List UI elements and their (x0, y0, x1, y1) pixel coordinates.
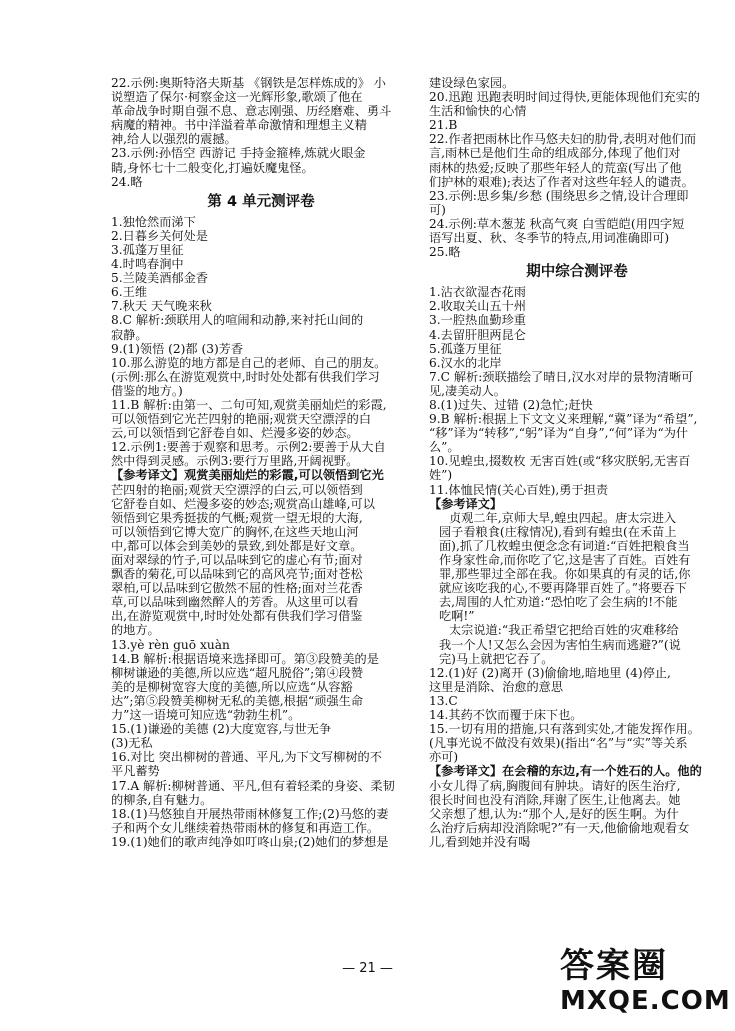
text-line: 的柳条,自有魅力。 (111, 792, 213, 807)
text-line: 出,在游览观赏中,时时处处都有供我们学习借鉴 (111, 609, 363, 624)
text-line: 14.B 解析:根据语境来选择即可。第③段赞美的是 (111, 651, 379, 666)
text-line: 9.(1)领悟 (2)都 (3)芳香 (111, 341, 244, 356)
right-column (429, 76, 725, 849)
text-line: 13.C (429, 693, 458, 708)
text-line: 18.(1)马悠独自开展热带雨林修复工作;(2)马悠的妻 (111, 806, 389, 821)
text-line: 12.示例1:要善于观察和思考。示例2:要善于从大自 (111, 440, 386, 455)
text-line: 13.yè rèn guō xuàn (111, 637, 230, 652)
text-line: 生活和愉快的心情 (429, 104, 527, 119)
page-number: — 21 — (342, 961, 393, 976)
text-line: 10.见蝗虫,掇数枚 无害百姓(或“移灾朕躬,无害百 (429, 454, 691, 469)
text-line: 云,可以领悟到它舒卷自如、烂漫多姿的妙态。 (111, 426, 359, 441)
text-line: 达”;第⑤段赞美柳树无私的美德,根据“顽强生命 (111, 693, 364, 708)
text-line: 平凡蓄势 (111, 764, 160, 779)
left-column (111, 76, 411, 849)
text-line: 这里是消除、治愈的意思 (429, 679, 564, 694)
text-line: 3.孤蓬万里征 (111, 242, 184, 257)
text-line: 父亲想了想,认为:“那个人,是好的医生啊。为什 (429, 806, 679, 821)
text-line: 姓”) (429, 468, 453, 483)
text-line: 可以领悟到它光芒四射的艳丽;观赏天空漂浮的白 (111, 412, 372, 427)
text-line: 借鉴的地方。) (111, 383, 183, 398)
text-line: 2.日暮乡关何处是 (111, 228, 208, 243)
text-line: 【参考译文】观赏美丽灿烂的彩霞,可以领悟到它光 (111, 468, 384, 483)
text-line: 力”这一语境可知应选“勃勃生机”。 (111, 708, 301, 723)
text-line: 我一个人!又怎么会因为害怕生病而逃避?”(说 (439, 637, 681, 652)
text-line: 25.略 (429, 245, 461, 260)
text-line: 9.B 解析:根据上下文文义来理解,“冀”译为“希望”, (429, 412, 698, 427)
text-line: 11.B 解析:由第一、二句可知,观赏美丽灿烂的彩霞, (111, 397, 387, 412)
text-line: 亦可) (429, 750, 459, 765)
text-line: 可) (429, 202, 446, 217)
text-line: 见,凄美动人。 (429, 383, 506, 398)
text-line: 【参考译文】 (429, 496, 503, 511)
text-line: 作身家性命,而你吃了它,这是害了百姓。百姓有 (439, 553, 691, 567)
text-line: 6.王维 (111, 285, 148, 300)
text-line: 14.其药不饮而覆于床下也。 (429, 708, 583, 723)
text-line: 芒四射的艳丽;观赏天空漂浮的白云,可以领悟到 (111, 482, 363, 497)
text-line: 12.(1)好 (2)离开 (3)偷偷地,暗地里 (4)停止, (429, 665, 671, 680)
text-line: 飘香的菊花,可以品味到它的高风亮节;面对苍松 (111, 567, 363, 582)
text-line: 5.孤蓬万里征 (429, 341, 502, 356)
text-line: (示例:那么在游览观赏中,时时处处都有供我们学习 (111, 369, 380, 384)
text-line: 翠柏,可以品味到它傲然不屈的性格;面对兰花香 (111, 581, 363, 596)
text-line: 领悟到它果秀挺拔的气概;观赏一望无垠的大海, (111, 510, 363, 525)
text-line: (3)无私 (111, 736, 153, 751)
text-line: 们护林的艰难);表达了作者对这些年轻人的谴责。 (429, 174, 694, 189)
text-line: 6.汉水的北岸 (429, 355, 502, 370)
text-line: 15.(1)谦逊的美德 (2)大度宽容,与世无争 (111, 722, 332, 737)
text-line: 22.作者把雨林比作马悠夫妇的肋骨,表明对他们而 (429, 132, 697, 147)
watermark-text: 答案圈 (560, 946, 668, 986)
text-line: 睛,身怀七十二般变化,打遍妖魔鬼怪。 (111, 160, 314, 175)
text-line: 语写出夏、秋、冬季节的特点,用词准确即可) (429, 231, 670, 246)
text-line: 草,可以品味到幽然醉人的芳香。从这里可以看 (111, 595, 359, 610)
text-line: 很长时间也没有消除,拜谢了医生,让他离去。她 (429, 792, 681, 807)
text-line: 建设绿色家园。 (429, 76, 515, 90)
text-line: 的地方。 (111, 623, 160, 638)
text-line: 美的是柳树宽容大度的美德,所以应选“从容豁 (111, 679, 353, 694)
text-line: 吃啊!” (439, 609, 475, 624)
text-line: 雨林的热爱;反映了那些年轻人的荒蛮(写出了他 (429, 160, 682, 175)
text-line: 1.独怆然而涕下 (111, 214, 196, 229)
text-line: “移”译为“转移”,“躬”译为“自身”,“何”译为“为什 (429, 426, 689, 441)
text-line: 23.示例:思乡集/乡愁 (围绕思乡之情,设计合理即 (429, 188, 689, 203)
text-line: 2.收取关山五十州 (429, 299, 526, 314)
text-line: 8.C 解析:颈联用人的喧闹和动静,来衬托山间的 (111, 313, 364, 328)
text-line: 19.(1)她们的歌声纯净如叮咚山泉;(2)她们的梦想是 (111, 834, 389, 849)
text-line: 说塑造了保尔·柯察金这一光辉形象,歌颂了他在 (111, 90, 363, 105)
text-line: 中,都可以体会到美妙的景致,到处都是好文章。 (111, 538, 363, 553)
text-line: 22.示例:奥斯特洛夫斯基 《钢铁是怎样炼成的》 小 (111, 76, 386, 90)
text-line: 面),抓了几枚蝗虫便念念有词道:“百姓把粮食当 (439, 538, 690, 553)
text-line: 【参考译文】在会稽的东边,有一个姓石的人。他的 (429, 764, 702, 779)
text-line: 3.一腔热血勤珍重 (429, 313, 526, 328)
text-line: 10.那么游览的地方都是自己的老师、自己的朋友。 (111, 355, 387, 370)
text-line: 它舒卷自如、烂漫多姿的妙态;观赏高山雄峰,可以 (111, 496, 375, 511)
text-line: 去,周围的人忙劝道:“恐怕吃了会生病的!不能 (439, 595, 678, 610)
text-line: 小女儿得了病,胸腹间有肿块。请好的医生治疗, (429, 778, 681, 793)
text-line: 子和两个女儿继续着热带雨林的修复和再造工作。 (111, 820, 380, 835)
text-line: 可以领悟到它博大宽广的胸怀,在这些天地山河 (111, 524, 359, 539)
text-line: 神,给人以强烈的震撼。 (111, 132, 237, 147)
section-heading: 期中综合测评卷 (526, 264, 628, 281)
text-line: 贞观二年,京师大旱,蝗虫四起。唐太宗进入 (449, 510, 677, 525)
text-line: 1.沾衣欲湿杏花雨 (429, 285, 526, 300)
text-line: 太宗说道:“我正希望它把给百姓的灾难移给 (449, 623, 679, 638)
section-heading: 第 4 单元测评卷 (207, 193, 315, 210)
text-line: 7.秋天 天气晚来秋 (111, 299, 212, 314)
text-line: 革命战争时期自强不息、意志刚强、历经磨难、勇斗 (111, 104, 392, 119)
text-line: 然中得到灵感。示例3:要行万里路,开阔视野。 (111, 454, 359, 469)
text-line: 么”。 (429, 440, 460, 455)
watermark-url: MXQE.COM (560, 986, 731, 1016)
text-line: 7.C 解析:颈联描绘了晴日,汉水对岸的景物清晰可 (429, 369, 694, 384)
text-line: 病魔的精神。书中洋溢着革命激情和理想主义精 (111, 118, 367, 133)
text-line: 4.去留肝胆两昆仑 (429, 327, 526, 342)
text-line: 20.迅跑 迅跑表明时间过得快,更能体现他们充实的 (429, 90, 700, 105)
text-line: 16.对比 突出柳树的普通、平凡,为下文写柳树的不 (111, 750, 382, 765)
text-line: 面对翠绿的竹子,可以品味到它的虚心有节;面对 (111, 553, 363, 567)
text-line: 23.示例:孙悟空 西游记 手持金箍棒,炼就火眼金 (111, 146, 366, 161)
text-line: 完)马上就把它吞了。 (439, 651, 554, 666)
text-line: 21.B (429, 118, 458, 133)
text-line: 就应该吃我的心,不要再降罪百姓了。”将要吞下 (439, 581, 687, 596)
text-line: 8.(1)过失、过错 (2)急忙;赶快 (429, 397, 593, 412)
text-line: 15.一切有用的措施,只有落到实处,才能发挥作用。 (429, 722, 700, 737)
watermark-logo (560, 946, 731, 1024)
text-line: 罪,那些罪过全部在我。你如果真的有灵的话,你 (439, 567, 691, 582)
text-line: 4.时鸣春涧中 (111, 257, 184, 272)
text-line: 儿,看到她并没有喝 (429, 834, 531, 849)
text-line: 园子看粮食(庄稼情况),看到有蝗虫(在禾苗上 (439, 524, 677, 539)
text-line: 24.略 (111, 174, 143, 189)
text-line: (凡事光说不做没有效果)(指出“名”与“实”等关系 (429, 736, 688, 751)
text-line: 11.体恤民情(关心百姓),勇于担责 (429, 482, 609, 497)
text-line: 5.兰陵美酒郁金香 (111, 271, 208, 286)
text-line: 么治疗后病却没消除呢?”有一天,他偷偷地观看女 (429, 820, 690, 835)
text-line: 24.示例:草木葱茏 秋高气爽 白雪皑皑(用四字短 (429, 216, 685, 231)
text-line: 言,雨林已是他们生命的组成部分,体现了他们对 (429, 146, 681, 161)
text-line: 17.A 解析:柳树普通、平凡,但有着轻柔的身姿、柔韧 (111, 778, 395, 793)
text-line: 寂静。 (111, 327, 148, 342)
text-line: 柳树谦逊的美德,所以应选“超凡脱俗”;第④段赞 (111, 665, 364, 680)
